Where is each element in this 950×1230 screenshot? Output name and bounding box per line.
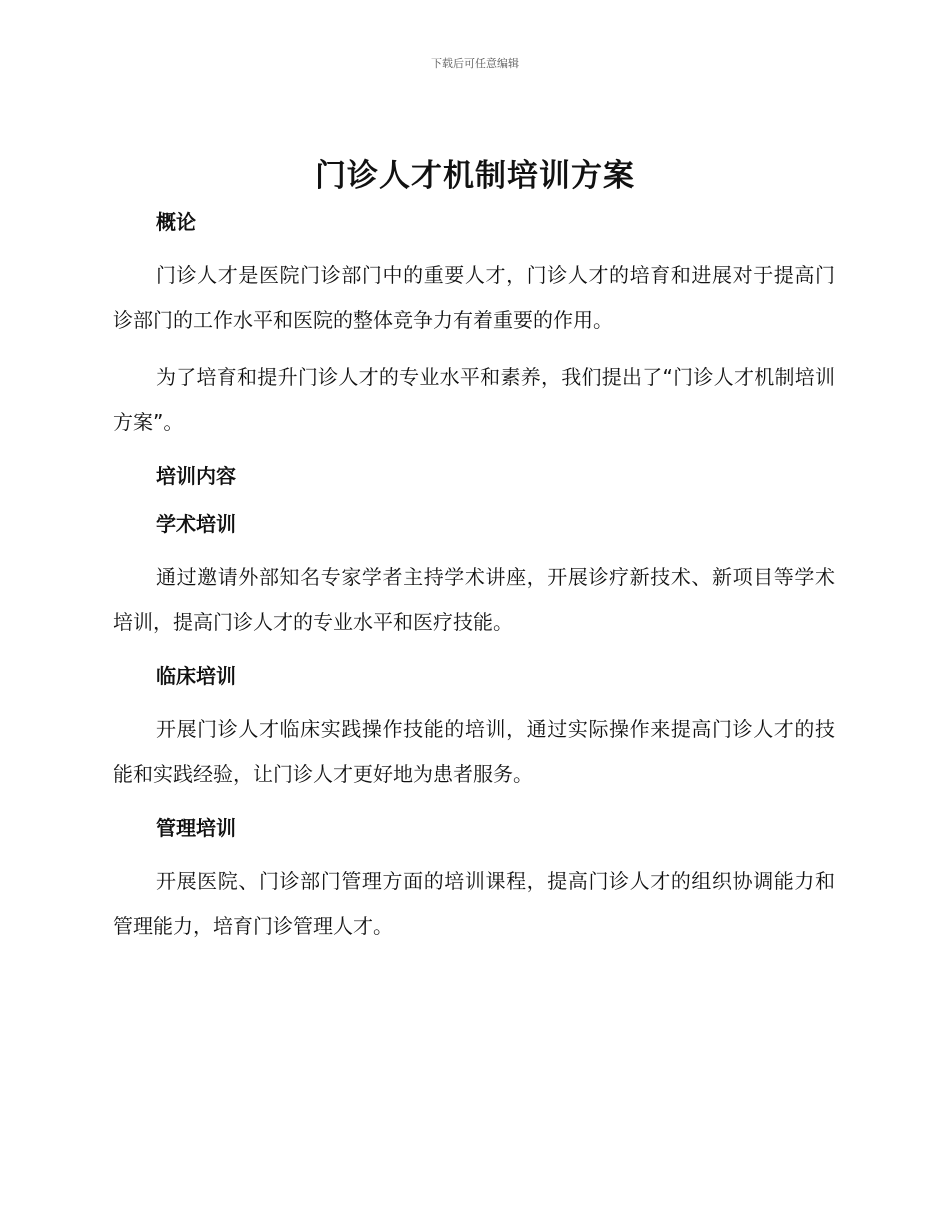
document-title: 门诊人才机制培训方案: [315, 158, 635, 194]
section-heading-clinical: 临床培训: [156, 664, 236, 688]
paragraph-academic: 通过邀请外部知名专家学者主持学术讲座，开展诊疗新技术、新项目等学术培训，提高门诊人才的专业水平和医疗技能。: [113, 565, 835, 634]
paragraph-management: 开展医院、门诊部门管理方面的培训课程，提高门诊人才的组织协调能力和管理能力，培育门诊管理人才。: [113, 869, 835, 938]
paragraph-overview-1: 门诊人才是医院门诊部门中的重要人才，门诊人才的培育和进展对于提高门诊部门的工作水平和医院的整体竞争力有着重要的作用。: [113, 263, 835, 332]
section-heading-overview: 概论: [156, 210, 196, 234]
section-heading-academic: 学术培训: [156, 512, 236, 536]
section-heading-management: 管理培训: [156, 816, 236, 840]
header-note: 下载后可任意编辑: [431, 57, 519, 70]
document-body: [113, 205, 835, 949]
paragraph-overview-2: 为了培育和提升门诊人才的专业水平和素养，我们提出了“门诊人才机制培训方案”。: [113, 365, 835, 434]
paragraph-clinical: 开展门诊人才临床实践操作技能的培训，通过实际操作来提高门诊人才的技能和实践经验，让门诊人才更好地为患者服务。: [113, 717, 835, 786]
section-heading-training-content: 培训内容: [156, 464, 236, 488]
